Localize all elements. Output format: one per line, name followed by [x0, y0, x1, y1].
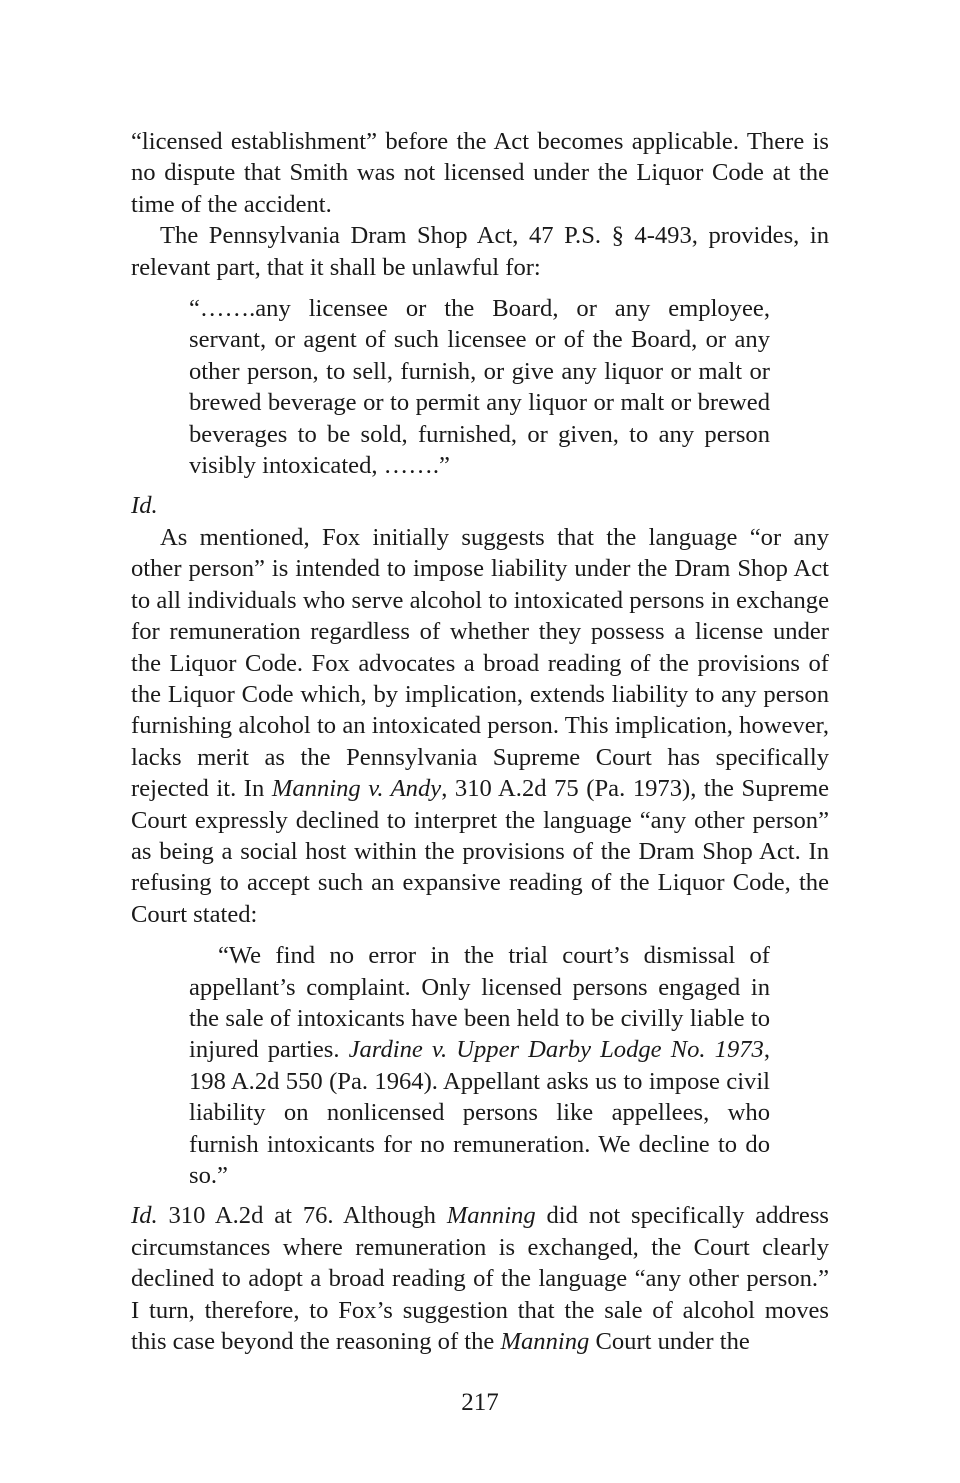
- block-quote-court: [189, 940, 770, 1191]
- citation-id: [131, 490, 829, 521]
- page-number: 217: [461, 1389, 499, 1416]
- paragraph-text: did not specifically address circumstances where remuneration is exchanged, the Court clearly declined to adopt a broad reading of the language “any other person.” I turn, therefore, to Fox’s suggestion that the sale of alcohol moves this case beyond the reasoning of the: [131, 1202, 829, 1356]
- case-name-manning: Manning: [500, 1328, 590, 1356]
- quote-text: , 198 A.2d 550 (Pa. 1964). Appellant asks us to impose civil liability on nonlicensed persons like appellees, who furnish intoxicants for no remuneration. We decline to do so.”: [189, 1036, 770, 1189]
- quote-text: “We find no error in the trial court’s dismissal of appellant’s complaint. Only licensed persons engaged in the sale of intoxicants have been held to be civilly liable to injured parties.: [189, 942, 770, 1064]
- paragraph-dram-shop-intro: The Pennsylvania Dram Shop Act, 47 P.S. § 4-493, provides, in relevant part, that it shall be unlawful for:: [131, 222, 829, 281]
- id-citation-text: Id.: [131, 1202, 158, 1230]
- paragraph-text: Court under the: [589, 1328, 750, 1356]
- paragraph-text: 310 A.2d at 76. Although: [157, 1202, 447, 1230]
- case-name-manning-v-andy: Manning v. Andy: [271, 775, 442, 803]
- id-citation-text: Id.: [131, 492, 158, 520]
- body-text: [131, 126, 829, 1357]
- paragraph-text: As mentioned, Fox initially suggests that the language “or any other person” is intended to impose liability under the Dram Shop Act to all individuals who serve alcohol to intoxicated persons in exchange for remuneration regardless of whether they possess a license under the Liquor Code. Fox advocates a broad reading of the provisions of the Liquor Code which, by implication, extends liability to any person furnishing alcohol to an intoxicated person. This implication, however, lacks merit as the Pennsylvania Supreme Court has specifically rejected it. In: [131, 523, 829, 803]
- paragraph-text: , 310 A.2d 75 (Pa. 1973), the Supreme Court expressly declined to interpret the language “any other person” as being a social host within the provisions of the Dram Shop Act. In refusing to accept such an expansive reading of the Liquor Code, the Court stated:: [131, 775, 829, 928]
- paragraph-continuation: “licensed establishment” before the Act becomes applicable. There is no dispute that Smith was not licensed under the Liquor Code at the time of the accident.: [131, 128, 829, 218]
- paragraph-manning-analysis: [131, 1200, 829, 1357]
- block-quote-statute: “…….any licensee or the Board, or any employee, servant, or agent of such licensee or of the Board, or any other person, to sell, furnish, or give any liquor or malt or brewed beverage or to permit any liquor or malt or brewed beverages to be sold, furnished, or given, to any person visibly intoxicated, …….”: [189, 295, 770, 480]
- paragraph-fox-argument: [131, 522, 829, 930]
- case-name-manning: Manning: [446, 1202, 536, 1230]
- case-name-jardine: Jardine v. Upper Darby Lodge No. 1973: [348, 1036, 764, 1064]
